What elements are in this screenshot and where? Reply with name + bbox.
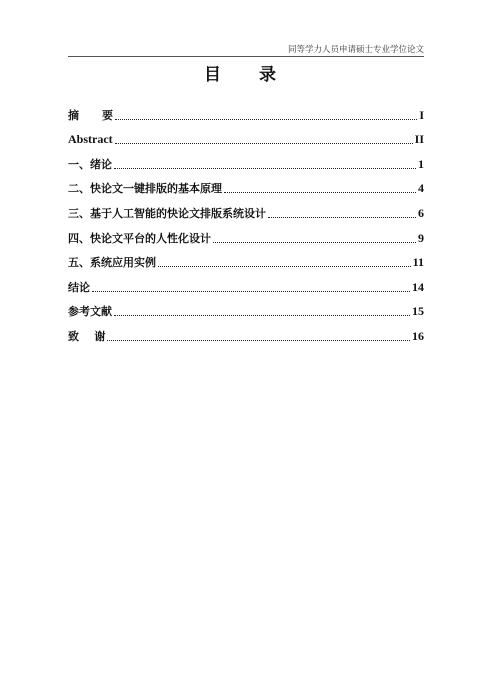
- toc-entry-page-number: 15: [412, 304, 424, 319]
- toc-entry-label: 结论: [68, 280, 90, 294]
- toc-dot-leader: [114, 168, 416, 169]
- toc-entry-page-number: 4: [418, 181, 424, 196]
- toc-entry-page-number: 16: [412, 328, 424, 343]
- toc-dot-leader: [268, 217, 416, 218]
- toc-dot-leader: [107, 340, 410, 341]
- toc-entry[interactable]: [68, 295, 424, 320]
- toc-dot-leader: [115, 119, 417, 120]
- toc-dot-leader: [224, 192, 416, 193]
- toc-entry-label: 三、基于人工智能的快论文排版系统设计: [68, 206, 266, 220]
- toc-entry-label: 摘 要: [68, 108, 113, 122]
- toc-dot-leader: [158, 266, 411, 267]
- toc-entry[interactable]: [68, 123, 424, 148]
- toc-entry[interactable]: [68, 221, 424, 246]
- toc-entry[interactable]: [68, 172, 424, 197]
- toc-entry-label: Abstract: [68, 132, 113, 147]
- toc-entry-label: 五、系统应用实例: [68, 256, 156, 270]
- running-header: 同等学力人员申请硕士专业学位论文: [287, 45, 424, 55]
- toc-dot-leader: [213, 242, 416, 243]
- toc-entry-label: 致 谢: [68, 329, 106, 343]
- toc-entry-page-number: 11: [412, 255, 424, 270]
- toc-title: 目 录: [204, 65, 292, 85]
- toc-entry-page-number: II: [414, 132, 424, 147]
- header-rule: [68, 56, 424, 57]
- toc-entry-page-number: 6: [418, 205, 424, 220]
- toc-entry-label: 二、快论文一键排版的基本原理: [68, 182, 222, 196]
- toc-entry-label: 四、快论文平台的人性化设计: [68, 231, 211, 245]
- toc-entry-page-number: I: [419, 107, 424, 122]
- toc-entry-page-number: 14: [412, 279, 424, 294]
- table-of-contents: [68, 98, 424, 344]
- toc-entry-page-number: 1: [418, 156, 424, 171]
- toc-entry[interactable]: [68, 270, 424, 295]
- toc-entry[interactable]: [68, 246, 424, 271]
- toc-entry[interactable]: [68, 319, 424, 344]
- toc-dot-leader: [114, 315, 410, 316]
- toc-entry-label: 参考文献: [68, 305, 112, 319]
- toc-entry-page-number: 9: [418, 230, 424, 245]
- toc-dot-leader: [115, 143, 413, 144]
- toc-dot-leader: [92, 291, 410, 292]
- toc-entry[interactable]: [68, 98, 424, 123]
- toc-entry[interactable]: [68, 196, 424, 221]
- toc-entry[interactable]: [68, 147, 424, 172]
- toc-entry-label: 一、绪论: [68, 157, 112, 171]
